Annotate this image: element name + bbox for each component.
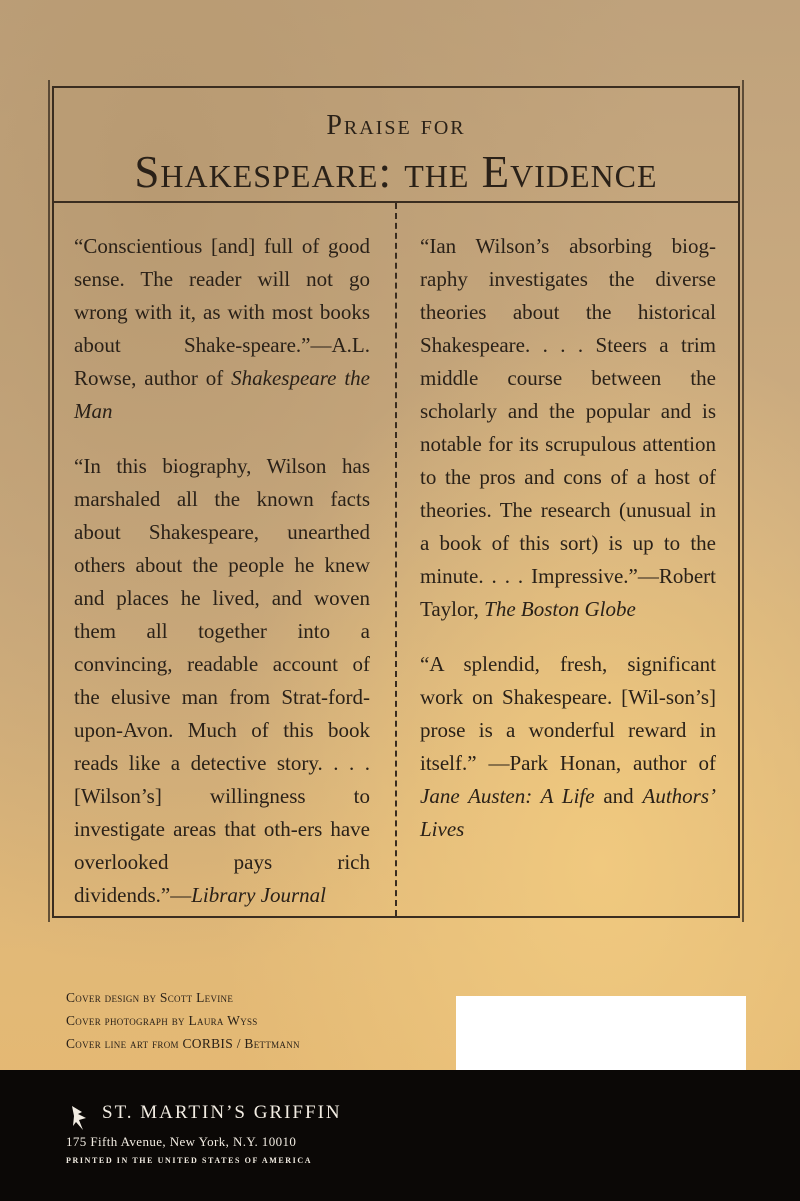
quote-library-journal-text: “In this biography, Wilson has marshaled all the known facts about Shakespeare, unearthed others about the people he knew and places he lived, and woven them all together into a convincing, readable account of the elusive man from Strat-ford-upon-Avon. Much of this book reads like a detective story. . . . [Wilson’s] willingness to investigate areas that oth-ers have overlooked pays rich dividends.”— [74, 454, 370, 907]
quote-boston-globe-text: “Ian Wilson’s absorbing biog-raphy investigates the diverse theories about the historical Shakespeare. . . . Steers a trim middle course between the scholarly and the popular and is notable for its scrupulous attention to the pros and cons of a host of theories. The research (unusual in a book of this sort) is up to the minute. . . . Impressive.”—Robert Taylor, [420, 234, 716, 621]
publisher-address: 175 Fifth Avenue, New York, N.Y. 10010 [66, 1134, 297, 1149]
publisher-band [0, 1070, 800, 1201]
quote-rowse-text: “Conscientious [and] full of good sense. The reader will not go wrong with it, as with most books about Shake-speare.”—A.L. Rowse, author of [74, 234, 370, 390]
quote-honan-book1: Jane Austen: A Life [420, 784, 595, 808]
column-divider [395, 203, 397, 916]
left-quote-column [74, 230, 370, 934]
quote-rowse [74, 230, 370, 428]
quote-honan-text: “A splendid, fresh, significant work on Shakespeare. [Wil-son’s] prose is a wonderful reward in itself.” [420, 652, 716, 775]
credit-design: Cover design by Scott Levine [66, 990, 234, 1005]
credit-line-art: Cover line art from CORBIS / Bettmann [66, 1036, 300, 1051]
credit-photo: Cover photograph by Laura Wyss [66, 1013, 258, 1028]
cover-credits [66, 986, 300, 1055]
griffin-logo-icon [70, 1104, 88, 1132]
quote-library-journal-source: Library Journal [191, 883, 326, 907]
right-quote-column [420, 230, 716, 868]
quote-honan [420, 648, 716, 846]
publisher-name: ST. MARTIN’S GRIFFIN [102, 1102, 342, 1123]
book-title: Shakespeare: the Evidence [134, 147, 658, 197]
praise-frame [52, 86, 740, 918]
quote-library-journal [74, 450, 370, 912]
praise-heading: Praise for [326, 110, 466, 141]
quote-honan-book2: Authors’ Lives [420, 784, 716, 841]
quote-rowse-source: Shakespeare the Man [74, 366, 370, 423]
quote-honan-and: and [594, 784, 643, 808]
quote-boston-globe [420, 230, 716, 626]
printed-in-notice: PRINTED IN THE UNITED STATES OF AMERICA [66, 1156, 313, 1165]
quote-boston-globe-source: The Boston Globe [484, 597, 636, 621]
quote-honan-attribution: —Park Honan, author of [488, 751, 716, 775]
